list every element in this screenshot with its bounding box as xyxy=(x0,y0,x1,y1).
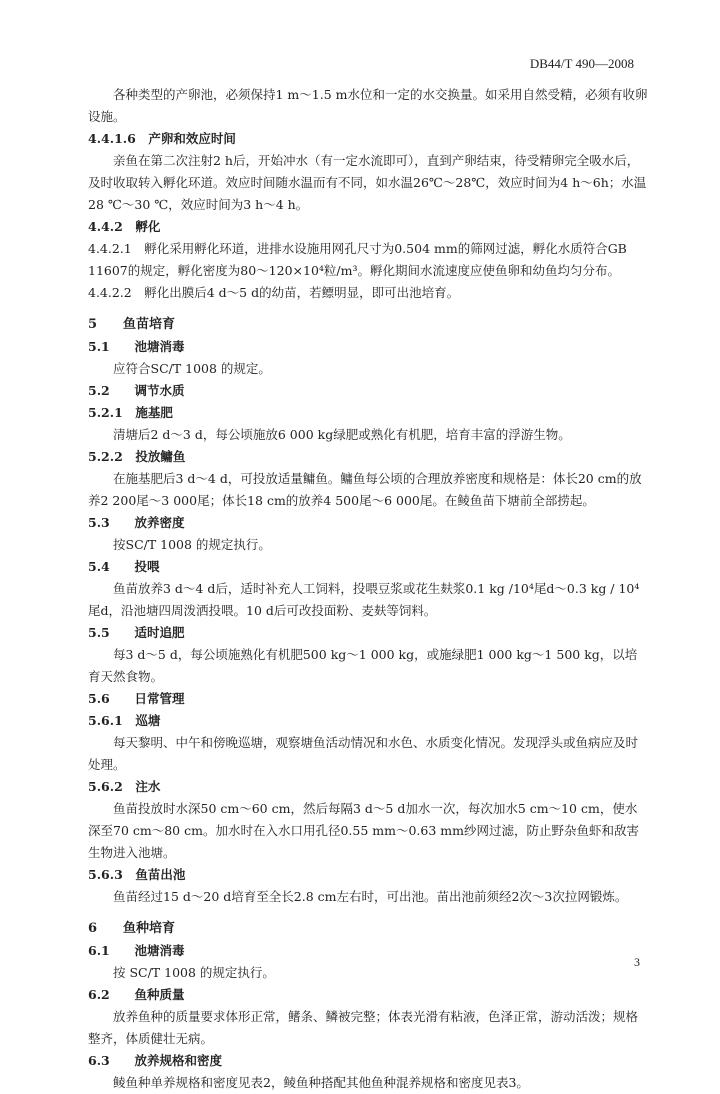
section-number: 5.5 xyxy=(88,625,110,640)
section-number: 5.3 xyxy=(88,515,110,530)
section-number: 5.2 xyxy=(88,383,110,398)
section-title: 适时追肥 xyxy=(134,625,185,640)
section-title: 巡塘 xyxy=(135,713,161,728)
section-title: 日常管理 xyxy=(134,691,185,706)
section-heading xyxy=(88,556,648,578)
section-heading xyxy=(88,402,648,424)
paragraph: 每3 d～5 d，每公顷施熟化有机肥500 kg～1 000 kg，或施绿肥1 000 kg～1 500 kg，以培育天然食物。 xyxy=(88,647,638,684)
section-title: 注水 xyxy=(135,779,161,794)
section-number: 5.6.2 xyxy=(88,779,123,794)
paragraph: 4.4.2.1 孵化采用孵化环道，进排水设施用网孔尺寸为0.504 mm的筛网过滤，孵化水质符合GB 11607的规定，孵化密度为80～120×10⁴粒/m³。孵化期间水流速度应使鱼卵和幼鱼均匀分布。 xyxy=(88,241,627,278)
section-number: 6.2 xyxy=(88,987,110,1002)
section-title: 调节水质 xyxy=(134,383,185,398)
section-title: 孵化 xyxy=(135,219,161,234)
page-number: 3 xyxy=(634,955,640,969)
section-number: 5.6.1 xyxy=(88,713,123,728)
section-title: 池塘消毒 xyxy=(134,943,185,958)
paragraph: 鱼苗放养3 d～4 d后，适时补充人工饲料，投喂豆浆或花生麸浆0.1 kg /10⁴尾d～0.3 kg / 10⁴ 尾d，沿池塘四周泼洒投喂。10 d后可改投面粉、麦麸等饲料。 xyxy=(88,581,640,618)
section-number: 6.3 xyxy=(88,1053,110,1068)
section-title: 鱼苗出池 xyxy=(135,867,186,882)
paragraph: 鲮鱼种单养规格和密度见表2，鲮鱼种搭配其他鱼种混养规格和密度见表3。 xyxy=(113,1075,529,1090)
section-number: 5.6 xyxy=(88,691,110,706)
section-heading xyxy=(88,1050,648,1072)
paragraph: 在施基肥后3 d～4 d，可投放适量鳙鱼。鳙鱼每公顷的合理放养密度和规格是：体长20 cm的放养2 200尾～3 000尾；体长18 cm的放养4 500尾～6 000尾。在鲮鱼苗下塘前全部捞起。 xyxy=(88,471,642,508)
section-title: 放养密度 xyxy=(134,515,185,530)
section-heading xyxy=(88,688,648,710)
section-heading xyxy=(88,336,648,358)
section-heading xyxy=(88,128,648,150)
paragraph: 4.4.2.2 孵化出膜后4 d～5 d的幼苗，若鳔明显，即可出池培育。 xyxy=(88,285,460,300)
chapter-heading xyxy=(88,918,648,940)
section-number: 4.4.2 xyxy=(88,219,123,234)
document-body xyxy=(88,84,648,1094)
section-heading xyxy=(88,776,648,798)
standard-code: DB44/T 490—2008 xyxy=(529,56,634,71)
section-heading xyxy=(88,622,648,644)
section-title: 施基肥 xyxy=(135,405,173,420)
paragraph: 各种类型的产卵池，必须保持1 m～1.5 m水位和一定的水交换量。如采用自然受精，必须有收卵设施。 xyxy=(88,87,648,124)
paragraph: 按SC/T 1008 的规定执行。 xyxy=(113,537,271,552)
section-heading xyxy=(88,940,648,962)
section-title: 鱼种质量 xyxy=(134,987,185,1002)
section-title: 鱼苗培育 xyxy=(123,317,176,332)
section-number: 5 xyxy=(88,317,98,332)
section-number: 4.4.1.6 xyxy=(88,131,136,146)
paragraph: 放养鱼种的质量要求体形正常，鳍条、鳞被完整；体表光滑有粘液，色泽正常，游动活泼；规格整齐，体质健壮无病。 xyxy=(88,1009,639,1046)
section-heading xyxy=(88,446,648,468)
section-number: 6 xyxy=(88,921,98,936)
paragraph: 应符合SC/T 1008 的规定。 xyxy=(113,361,271,376)
section-number: 5.6.3 xyxy=(88,867,123,882)
section-heading xyxy=(88,864,648,886)
paragraph: 清塘后2 d～3 d，每公顷施放6 000 kg绿肥或熟化有机肥，培育丰富的浮游生物。 xyxy=(113,427,571,442)
section-number: 5.1 xyxy=(88,339,110,354)
section-number: 6.1 xyxy=(88,943,110,958)
section-title: 放养规格和密度 xyxy=(134,1053,223,1068)
paragraph: 鱼苗经过15 d～20 d培育至全长2.8 cm左右时，可出池。苗出池前须经2次～3次拉网锻炼。 xyxy=(113,889,628,904)
section-number: 5.4 xyxy=(88,559,110,574)
paragraph: 鱼苗投放时水深50 cm～60 cm，然后每隔3 d～5 d加水一次，每次加水5 cm～10 cm，使水深至70 cm～80 cm。加水时在入水口用孔径0.55 mm～0.63 mm纱网过滤，防止野杂鱼虾和敌害生物进入池塘。 xyxy=(88,801,639,860)
section-number: 5.2.1 xyxy=(88,405,123,420)
paragraph: 亲鱼在第二次注射2 h后，开始冲水（有一定水流即可），直到产卵结束，待受精卵完全吸水后，及时收取转入孵化环道。效应时间随水温而有不同，如水温26℃～28℃，效应时间为4 h～6h；水温28 ℃～30 ℃，效应时间为3 h～4 h。 xyxy=(88,153,647,212)
section-heading xyxy=(88,984,648,1006)
section-number: 5.2.2 xyxy=(88,449,123,464)
section-heading xyxy=(88,710,648,732)
section-title: 产卵和效应时间 xyxy=(148,131,236,146)
section-title: 池塘消毒 xyxy=(134,339,185,354)
section-heading xyxy=(88,216,648,238)
paragraph: 按 SC/T 1008 的规定执行。 xyxy=(113,965,275,980)
section-heading xyxy=(88,380,648,402)
section-title: 鱼种培育 xyxy=(123,921,176,936)
section-heading xyxy=(88,512,648,534)
chapter-heading xyxy=(88,314,648,336)
paragraph: 每天黎明、中午和傍晚巡塘，观察塘鱼活动情况和水色、水质变化情况。发现浮头或鱼病应及时处理。 xyxy=(88,735,639,772)
section-title: 投喂 xyxy=(134,559,160,574)
section-title: 投放鳙鱼 xyxy=(135,449,186,464)
